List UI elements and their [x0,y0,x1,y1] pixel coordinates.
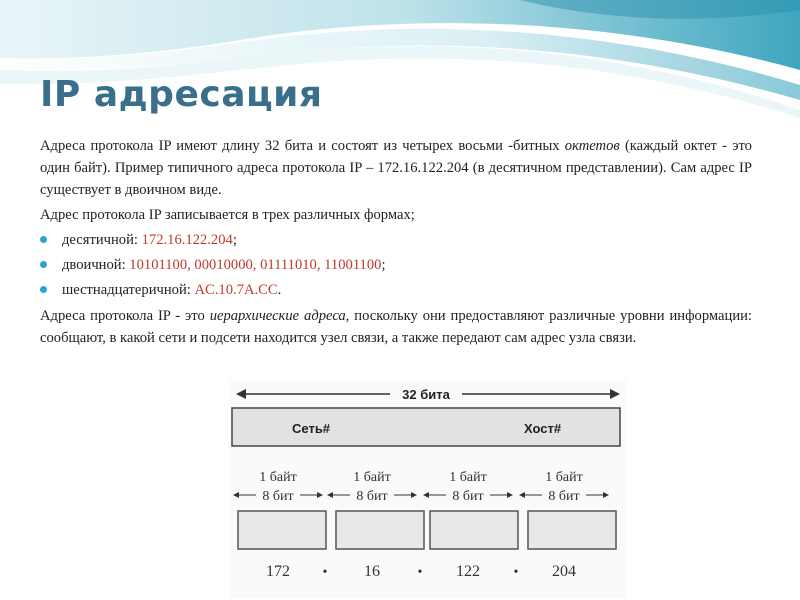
arrow-left-icon [236,389,246,399]
paragraph-hierarchical [40,305,752,349]
bullet-icon [40,286,47,293]
body-content [40,135,752,349]
arrow-left-icon [327,492,333,498]
address-bar [232,408,620,446]
byte-label: 1 байт [545,470,583,485]
bit-label: 8 бит [356,489,388,504]
bullet-icon [40,236,47,243]
octet-value: 204 [552,563,576,580]
bullet-icon [40,261,47,268]
arrow-right-icon [411,492,417,498]
arrow-left-icon [519,492,525,498]
byte-label: 1 байт [353,470,391,485]
arrow-right-icon [507,492,513,498]
paragraph-text: поскольку они предоставляют различные уровни информации: сообщают, в какой сети и подсети находится узел связи, а также передают сам адрес узла связи. [40,308,752,346]
ip-structure-diagram [230,380,626,598]
list-item-binary [40,254,752,276]
italic-term: октетов [564,138,620,154]
octet-value: 16 [364,563,380,580]
form-value: 10101100, 00010000, 01111010, 11001100 [129,257,382,273]
bit-label: 8 бит [262,489,294,504]
octet-separator: • [322,565,328,580]
byte-labels [233,470,609,504]
form-label: десятичной: [62,232,142,248]
octet-separator: • [513,565,519,580]
list-item-hex [40,279,752,301]
octet-box [528,511,616,549]
form-value: 172.16.122.204 [141,232,233,248]
form-value: AC.10.7A.CC [194,282,278,298]
host-label: Хост# [524,421,562,436]
byte-label: 1 байт [449,470,487,485]
arrow-right-icon [317,492,323,498]
octet-box [430,511,518,549]
byte-label: 1 байт [259,470,297,485]
octet-separator: • [417,565,423,580]
paragraph-text: (каждый октет - это один байт). Пример типичного адреса протокола IP – 172.16.122.204 (в десятичном представлении). Сам адрес IP существует в двоичном виде. [40,138,752,198]
octet-box [336,511,424,549]
octet-boxes [238,511,616,549]
diagram-svg [230,380,626,598]
paragraph-text: Адреса протокола IP - это [40,308,210,324]
paragraph-address-length [40,135,752,201]
octet-box [238,511,326,549]
bits-total-label: 32 бита [402,387,450,402]
octet-value: 122 [456,563,480,580]
form-punct: . [277,282,282,298]
network-label: Сеть# [292,421,331,436]
bit-label: 8 бит [452,489,484,504]
arrow-left-icon [423,492,429,498]
form-punct: ; [232,232,237,248]
paragraph-forms-intro: Адрес протокола IP записывается в трех различных формах; [40,207,415,223]
page-title: IP адресация [40,74,323,115]
octet-values [266,563,576,580]
form-label: шестнадцатеричной: [62,282,195,298]
italic-term: иерархические адреса, [209,308,350,324]
bit-label: 8 бит [548,489,580,504]
octet-value: 172 [266,563,290,580]
form-punct: ; [381,257,386,273]
paragraph-text: Адреса протокола IP имеют длину 32 бита и состоят из четырех восьми -битных [40,138,565,154]
list-item-decimal [40,229,752,251]
arrow-right-icon [610,389,620,399]
form-label: двоичной: [62,257,130,273]
arrow-right-icon [603,492,609,498]
arrow-left-icon [233,492,239,498]
